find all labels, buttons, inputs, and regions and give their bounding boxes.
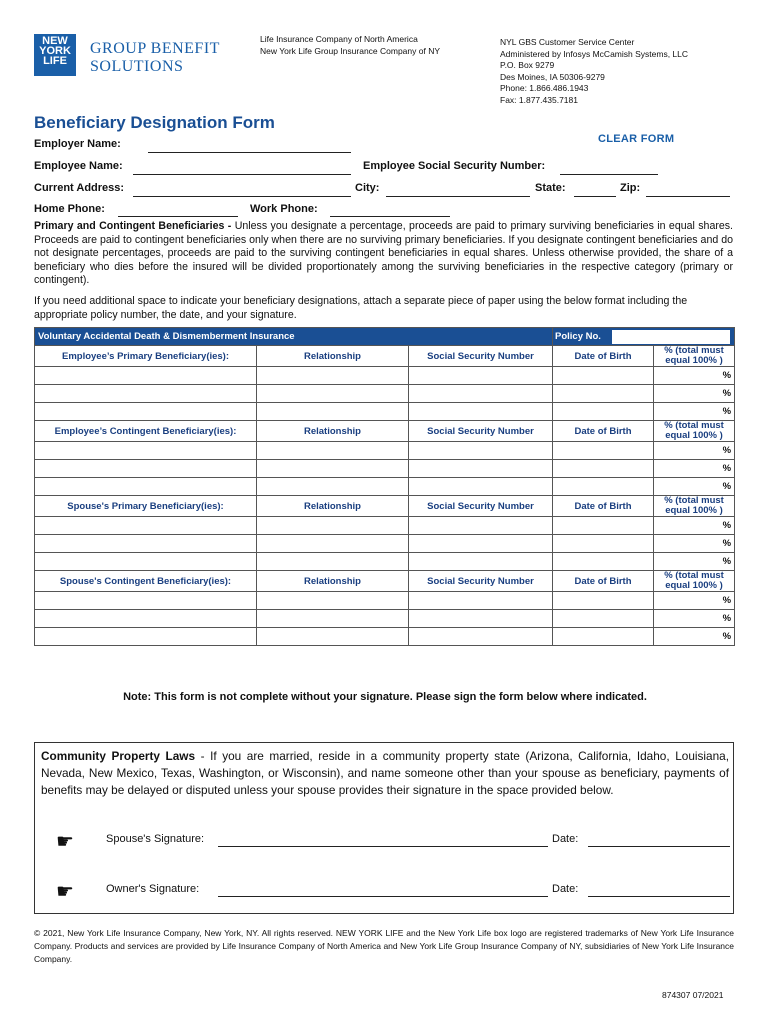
section-header-row bbox=[35, 496, 735, 517]
percent-header-line: % (total must bbox=[664, 420, 724, 431]
dob-field[interactable] bbox=[553, 460, 654, 478]
section-label: Employee’s Primary Beneficiary(ies): bbox=[35, 346, 257, 367]
zip-field[interactable] bbox=[646, 196, 730, 197]
relationship-field[interactable] bbox=[257, 517, 409, 535]
percent-header-line: equal 100% ) bbox=[665, 430, 723, 441]
logo-line-1: GROUP BENEFIT bbox=[90, 40, 220, 57]
policy-label: Policy No. bbox=[555, 331, 601, 343]
beneficiary-row bbox=[35, 517, 735, 535]
employee-ssn-label: Employee Social Security Number: bbox=[363, 160, 546, 172]
ssn-field[interactable] bbox=[409, 553, 553, 571]
group-benefit-logo-text bbox=[90, 40, 220, 76]
beneficiary-row bbox=[35, 592, 735, 610]
relationship-header: Relationship bbox=[257, 421, 409, 442]
beneficiary-name-field[interactable] bbox=[35, 460, 257, 478]
copyright-notice: © 2021, New York Life Insurance Company, New York, NY. All rights reserved. NEW YORK LIFE and the New York Life box logo are registered trademarks of New York Life Insurance Company. Products and services are provided by Life Insurance Company of North America and New York Life Group Insurance Company of NY, subsidiaries of New York Life Insurance Company. bbox=[34, 928, 734, 964]
dob-field[interactable] bbox=[553, 535, 654, 553]
state-field[interactable] bbox=[574, 196, 616, 197]
relationship-header: Relationship bbox=[257, 496, 409, 517]
spouse-date-field[interactable] bbox=[588, 846, 730, 847]
section-label: Spouse's Contingent Beneficiary(ies): bbox=[35, 571, 257, 592]
relationship-header: Relationship bbox=[257, 346, 409, 367]
percent-field[interactable]: % bbox=[654, 592, 735, 610]
percent-header bbox=[654, 571, 735, 592]
beneficiary-name-field[interactable] bbox=[35, 610, 257, 628]
relationship-field[interactable] bbox=[257, 553, 409, 571]
relationship-field[interactable] bbox=[257, 385, 409, 403]
percent-header-line: % (total must bbox=[664, 495, 724, 506]
logo-text-line: YORK bbox=[39, 45, 71, 57]
beneficiary-name-field[interactable] bbox=[35, 478, 257, 496]
section-header-row bbox=[35, 346, 735, 367]
pointing-hand-icon: ☛ bbox=[56, 831, 74, 853]
ssn-field[interactable] bbox=[409, 367, 553, 385]
beneficiary-name-field[interactable] bbox=[35, 442, 257, 460]
city-field[interactable] bbox=[386, 196, 530, 197]
logo-text-line: NEW bbox=[42, 35, 68, 47]
logo-line-2: SOLUTIONS bbox=[90, 58, 184, 75]
clear-form-button[interactable]: CLEAR FORM bbox=[598, 133, 675, 145]
percent-field[interactable]: % bbox=[654, 403, 735, 421]
company-line: Life Insurance Company of North America bbox=[260, 34, 418, 44]
ssn-header: Social Security Number bbox=[409, 496, 553, 517]
ssn-field[interactable] bbox=[409, 610, 553, 628]
dob-field[interactable] bbox=[553, 610, 654, 628]
beneficiary-name-field[interactable] bbox=[35, 517, 257, 535]
dob-header: Date of Birth bbox=[553, 496, 654, 517]
relationship-field[interactable] bbox=[257, 367, 409, 385]
community-property-text bbox=[41, 748, 729, 799]
beneficiary-table bbox=[34, 327, 735, 646]
dob-field[interactable] bbox=[553, 442, 654, 460]
employer-name-label: Employer Name: bbox=[34, 138, 121, 150]
dob-field[interactable] bbox=[553, 553, 654, 571]
ssn-field[interactable] bbox=[409, 517, 553, 535]
beneficiary-row bbox=[35, 385, 735, 403]
dob-field[interactable] bbox=[553, 403, 654, 421]
dob-field[interactable] bbox=[553, 367, 654, 385]
ssn-field[interactable] bbox=[409, 460, 553, 478]
percent-field[interactable]: % bbox=[654, 385, 735, 403]
percent-header bbox=[654, 496, 735, 517]
percent-header-line: % (total must bbox=[664, 345, 724, 356]
spouse-signature-field[interactable] bbox=[218, 846, 548, 847]
ssn-field[interactable] bbox=[409, 628, 553, 646]
employee-ssn-field[interactable] bbox=[560, 174, 658, 175]
company-info bbox=[260, 34, 440, 57]
ssn-header: Social Security Number bbox=[409, 571, 553, 592]
ssn-field[interactable] bbox=[409, 535, 553, 553]
service-line: Administered by Infosys McCamish Systems, LLC bbox=[500, 48, 689, 59]
zip-label: Zip: bbox=[620, 182, 641, 194]
work-phone-label: Work Phone: bbox=[250, 203, 318, 215]
percent-header bbox=[654, 421, 735, 442]
percent-header-line: equal 100% ) bbox=[665, 355, 723, 366]
logo-text-line: LIFE bbox=[43, 55, 67, 67]
section-label: Spouse's Primary Beneficiary(ies): bbox=[35, 496, 257, 517]
dob-field[interactable] bbox=[553, 592, 654, 610]
beneficiary-row bbox=[35, 460, 735, 478]
section-header-row bbox=[35, 421, 735, 442]
community-property-body: - If you are married, reside in a community property state (Arizona, California, Idaho, Louisiana, Nevada, New Mexico, Texas, Washington, or Wisconsin), and name someone other than your spouse as beneficiary, payments of benefits may be delayed or disputed unless your spouse provides their signature in the space provided below. bbox=[41, 749, 729, 797]
service-line: Des Moines, IA 50306-9279 bbox=[500, 71, 605, 82]
relationship-field[interactable] bbox=[257, 628, 409, 646]
spouse-date-label: Date: bbox=[552, 833, 579, 845]
dob-header: Date of Birth bbox=[553, 346, 654, 367]
ssn-field[interactable] bbox=[409, 385, 553, 403]
form-title: Beneficiary Designation Form bbox=[34, 113, 275, 132]
relationship-field[interactable] bbox=[257, 592, 409, 610]
service-line: NYL GBS Customer Service Center bbox=[500, 37, 635, 47]
ssn-header: Social Security Number bbox=[409, 346, 553, 367]
spouse-signature-label: Spouse's Signature: bbox=[106, 833, 205, 845]
owner-signature-label: Owner's Signature: bbox=[106, 883, 200, 895]
table-title-bar bbox=[35, 328, 735, 346]
ssn-field[interactable] bbox=[409, 478, 553, 496]
owner-date-field[interactable] bbox=[588, 896, 730, 897]
section-header-row bbox=[35, 571, 735, 592]
percent-field[interactable]: % bbox=[654, 442, 735, 460]
beneficiary-row bbox=[35, 403, 735, 421]
instructions-heading: Primary and Contingent Beneficiaries - bbox=[34, 220, 232, 232]
percent-field[interactable]: % bbox=[654, 478, 735, 496]
community-property-heading: Community Property Laws bbox=[41, 749, 196, 763]
dob-header: Date of Birth bbox=[553, 571, 654, 592]
beneficiary-name-field[interactable] bbox=[35, 535, 257, 553]
service-line: P.O. Box 9279 bbox=[500, 60, 555, 70]
form-number: 874307 07/2021 bbox=[662, 990, 724, 1000]
instructions-text: Unless you designate a percentage, proceeds are paid to primary surviving beneficiaries in equal shares. Proceeds are paid to contingent beneficiaries only when there are no surviving primary beneficiaries. If you designate contingent beneficiaries and do not designate percentages, proceeds are paid to the surviving contingent beneficiaries in equal shares. Unless otherwise provided, the share of a beneficiary who dies before the insured will be divided proportionately among the surviving beneficiaries in the respective category (primary or contingent). bbox=[34, 220, 733, 286]
service-line: Fax: 1.877.435.7181 bbox=[500, 94, 578, 105]
beneficiary-name-field[interactable] bbox=[35, 553, 257, 571]
policy-number-field[interactable] bbox=[612, 330, 730, 344]
beneficiary-row bbox=[35, 535, 735, 553]
pointing-hand-icon: ☛ bbox=[56, 881, 74, 903]
beneficiary-row bbox=[35, 442, 735, 460]
employee-name-label: Employee Name: bbox=[34, 160, 123, 172]
owner-date-label: Date: bbox=[552, 883, 579, 895]
dob-header: Date of Birth bbox=[553, 421, 654, 442]
beneficiary-name-field[interactable] bbox=[35, 385, 257, 403]
dob-field[interactable] bbox=[553, 628, 654, 646]
percent-field[interactable]: % bbox=[654, 610, 735, 628]
section-label: Employee’s Contingent Beneficiary(ies): bbox=[35, 421, 257, 442]
percent-field[interactable]: % bbox=[654, 367, 735, 385]
relationship-field[interactable] bbox=[257, 535, 409, 553]
policy-cell bbox=[553, 328, 735, 346]
beneficiary-name-field[interactable] bbox=[35, 367, 257, 385]
insurance-title: Voluntary Accidental Death & Dismemberment Insurance bbox=[35, 328, 553, 346]
percent-header-line: equal 100% ) bbox=[665, 505, 723, 516]
beneficiary-name-field[interactable] bbox=[35, 592, 257, 610]
owner-signature-field[interactable] bbox=[218, 896, 548, 897]
beneficiary-instructions bbox=[34, 220, 733, 288]
work-phone-field[interactable] bbox=[330, 216, 450, 217]
employee-name-field[interactable] bbox=[133, 174, 351, 175]
percent-field[interactable]: % bbox=[654, 553, 735, 571]
percent-field[interactable]: % bbox=[654, 460, 735, 478]
relationship-field[interactable] bbox=[257, 403, 409, 421]
ssn-field[interactable] bbox=[409, 403, 553, 421]
relationship-field[interactable] bbox=[257, 478, 409, 496]
beneficiary-row bbox=[35, 610, 735, 628]
beneficiary-row bbox=[35, 367, 735, 385]
state-label: State: bbox=[535, 182, 566, 194]
address-label: Current Address: bbox=[34, 182, 125, 194]
relationship-field[interactable] bbox=[257, 442, 409, 460]
beneficiary-row bbox=[35, 478, 735, 496]
beneficiary-name-field[interactable] bbox=[35, 628, 257, 646]
dob-field[interactable] bbox=[553, 517, 654, 535]
relationship-field[interactable] bbox=[257, 460, 409, 478]
percent-header-line: % (total must bbox=[664, 570, 724, 581]
percent-header bbox=[654, 346, 735, 367]
percent-field[interactable]: % bbox=[654, 628, 735, 646]
home-phone-label: Home Phone: bbox=[34, 203, 105, 215]
beneficiary-row bbox=[35, 628, 735, 646]
address-field[interactable] bbox=[133, 196, 351, 197]
ssn-header: Social Security Number bbox=[409, 421, 553, 442]
relationship-field[interactable] bbox=[257, 610, 409, 628]
employer-name-field[interactable] bbox=[148, 152, 351, 153]
dob-field[interactable] bbox=[553, 478, 654, 496]
percent-header-line: equal 100% ) bbox=[665, 580, 723, 591]
service-line: Phone: 1.866.486.1943 bbox=[500, 83, 589, 93]
beneficiary-name-field[interactable] bbox=[35, 403, 257, 421]
home-phone-field[interactable] bbox=[118, 216, 238, 217]
percent-field[interactable]: % bbox=[654, 517, 735, 535]
company-line: New York Life Group Insurance Company of NY bbox=[260, 45, 441, 56]
additional-space-note: If you need additional space to indicate your beneficiary designations, attach a separate piece of paper using the below format including the appropriate policy number, the date, and your signature. bbox=[34, 295, 688, 321]
city-label: City: bbox=[355, 182, 380, 194]
ssn-field[interactable] bbox=[409, 442, 553, 460]
new-york-life-logo bbox=[34, 34, 76, 76]
service-center-info bbox=[500, 37, 688, 106]
percent-field[interactable]: % bbox=[654, 535, 735, 553]
dob-field[interactable] bbox=[553, 385, 654, 403]
signature-note: Note: This form is not complete without your signature. Please sign the form below where indicated. bbox=[123, 691, 647, 703]
relationship-header: Relationship bbox=[257, 571, 409, 592]
ssn-field[interactable] bbox=[409, 592, 553, 610]
beneficiary-row bbox=[35, 553, 735, 571]
